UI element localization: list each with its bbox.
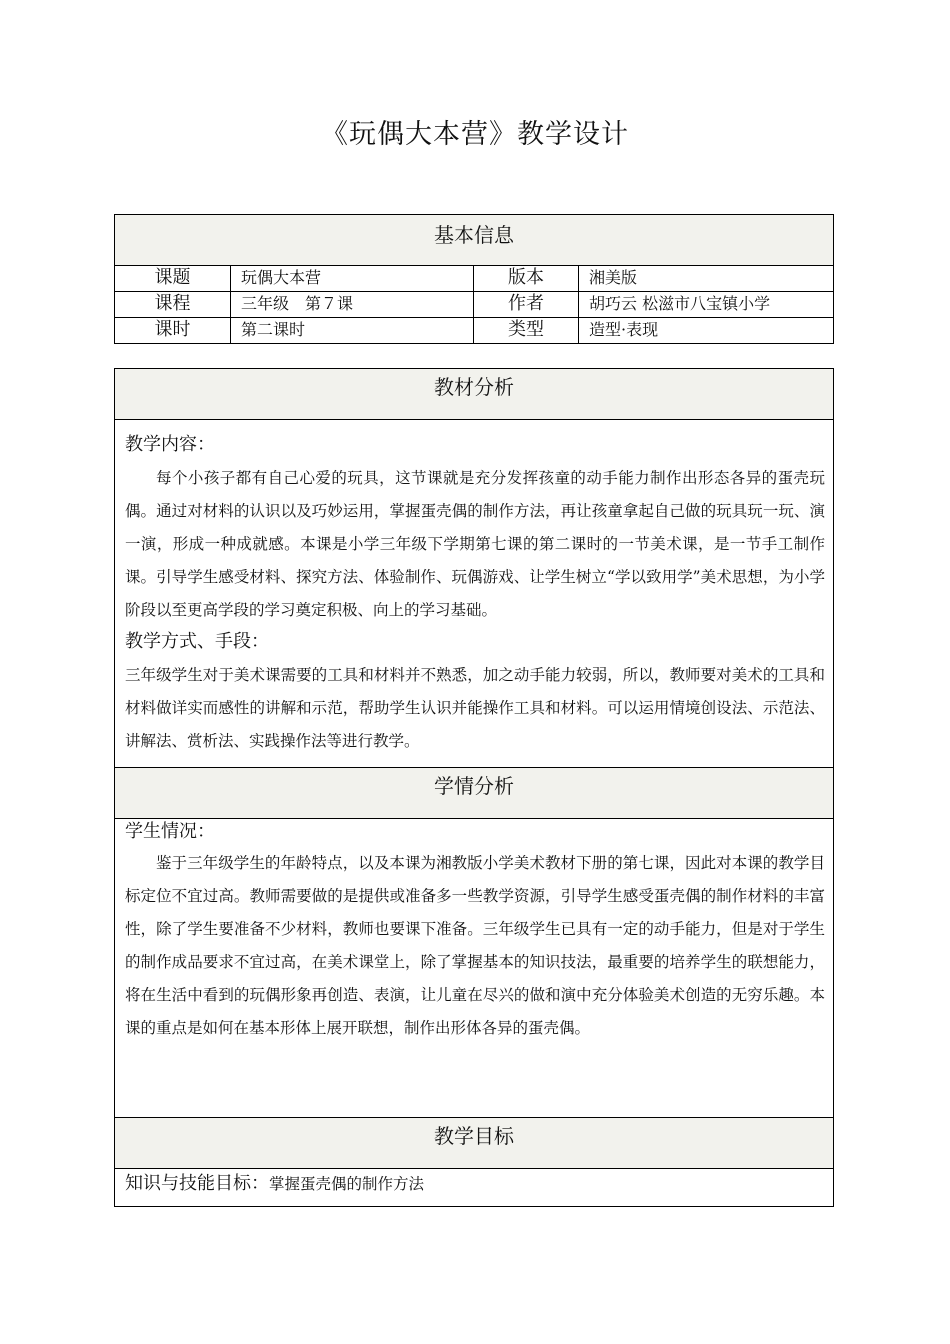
knowledge-label: 知识与技能目标： <box>125 1173 269 1194</box>
student-analysis-section <box>115 768 833 1118</box>
method-text: 三年级学生对于美术课需要的工具和材料并不熟悉，加之动手能力较弱，所以，教师要对美术的工具和材料做详实而感性的讲解和示范，帮助学生认识并能操作工具和材料。可以运用情境创设法、示范法、讲解法、赏析法、实践操作法等进行教学。 <box>125 666 825 750</box>
basic-info-table <box>114 214 834 344</box>
student-analysis-heading: 学情分析 <box>115 768 833 819</box>
info-value: 三年级 第７课 <box>231 292 474 317</box>
info-label: 课程 <box>115 292 231 317</box>
student-text: 鉴于三年级学生的年龄特点，以及本课为湘教版小学美术教材下册的第七课，因此对本课的教学目标定位不宜过高。教师需要做的是提供或准备多一些教学资源，引导学生感受蛋壳偶的制作材料的丰富性，除了学生要准备不少材料，教师也要课下准备。三年级学生已具有一定的动手能力，但是对于学生的制作成品要求不宜过高，在美术课堂上，除了掌握基本的知识技法，最重要的培养学生的联想能力，将在生活中看到的玩偶形象再创造、表演，让儿童在尽兴的做和演中充分体验美术创造的无穷乐趣。本课的重点是如何在基本形体上展开联想，制作出形体各异的蛋壳偶。 <box>125 854 825 1037</box>
info-label: 课时 <box>115 318 231 343</box>
info-label: 版本 <box>474 266 579 291</box>
document-title: 《玩偶大本营》教学设计 <box>321 119 629 150</box>
basic-info-heading: 基本信息 <box>115 215 833 266</box>
info-row-topic <box>115 266 833 292</box>
info-label: 类型 <box>474 318 579 343</box>
knowledge-goal <box>115 1169 833 1199</box>
teaching-goals-heading: 教学目标 <box>115 1118 833 1169</box>
info-value: 湘美版 <box>589 268 638 287</box>
info-value: 第二课时 <box>231 318 474 343</box>
info-value: 胡巧云 松滋市八宝镇小学 <box>589 294 771 313</box>
teaching-goals-section <box>115 1118 833 1199</box>
info-label: 作者 <box>474 292 579 317</box>
info-row-period <box>115 318 833 343</box>
info-value: 玩偶大本营 <box>231 266 474 291</box>
material-analysis-heading: 教材分析 <box>115 369 833 420</box>
method-label: 教学方式、手段： <box>125 631 269 652</box>
student-label: 学生情况： <box>125 821 215 842</box>
info-label: 课题 <box>115 266 231 291</box>
info-value: 造型·表现 <box>589 320 659 339</box>
content-label: 教学内容： <box>125 434 215 455</box>
content-text: 每个小孩子都有自己心爱的玩具，这节课就是充分发挥孩童的动手能力制作出形态各异的蛋壳玩偶。通过对材料的认识以及巧妙运用，掌握蛋壳偶的制作方法，再让孩童拿起自己做的玩具玩一玩、演一演，形成一种成就感。本课是小学三年级下学期第七课的第二课时的一节美术课，是一节手工制作课。引导学生感受材料、探究方法、体验制作、玩偶游戏、让学生树立“学以致用学”美术思想，为小学阶段以至更高学段的学习奠定积极、向上的学习基础。 <box>125 469 825 619</box>
knowledge-text: 掌握蛋壳偶的制作方法 <box>269 1175 425 1193</box>
material-analysis-section <box>115 369 833 768</box>
info-row-course <box>115 292 833 318</box>
analysis-table <box>114 368 834 1207</box>
